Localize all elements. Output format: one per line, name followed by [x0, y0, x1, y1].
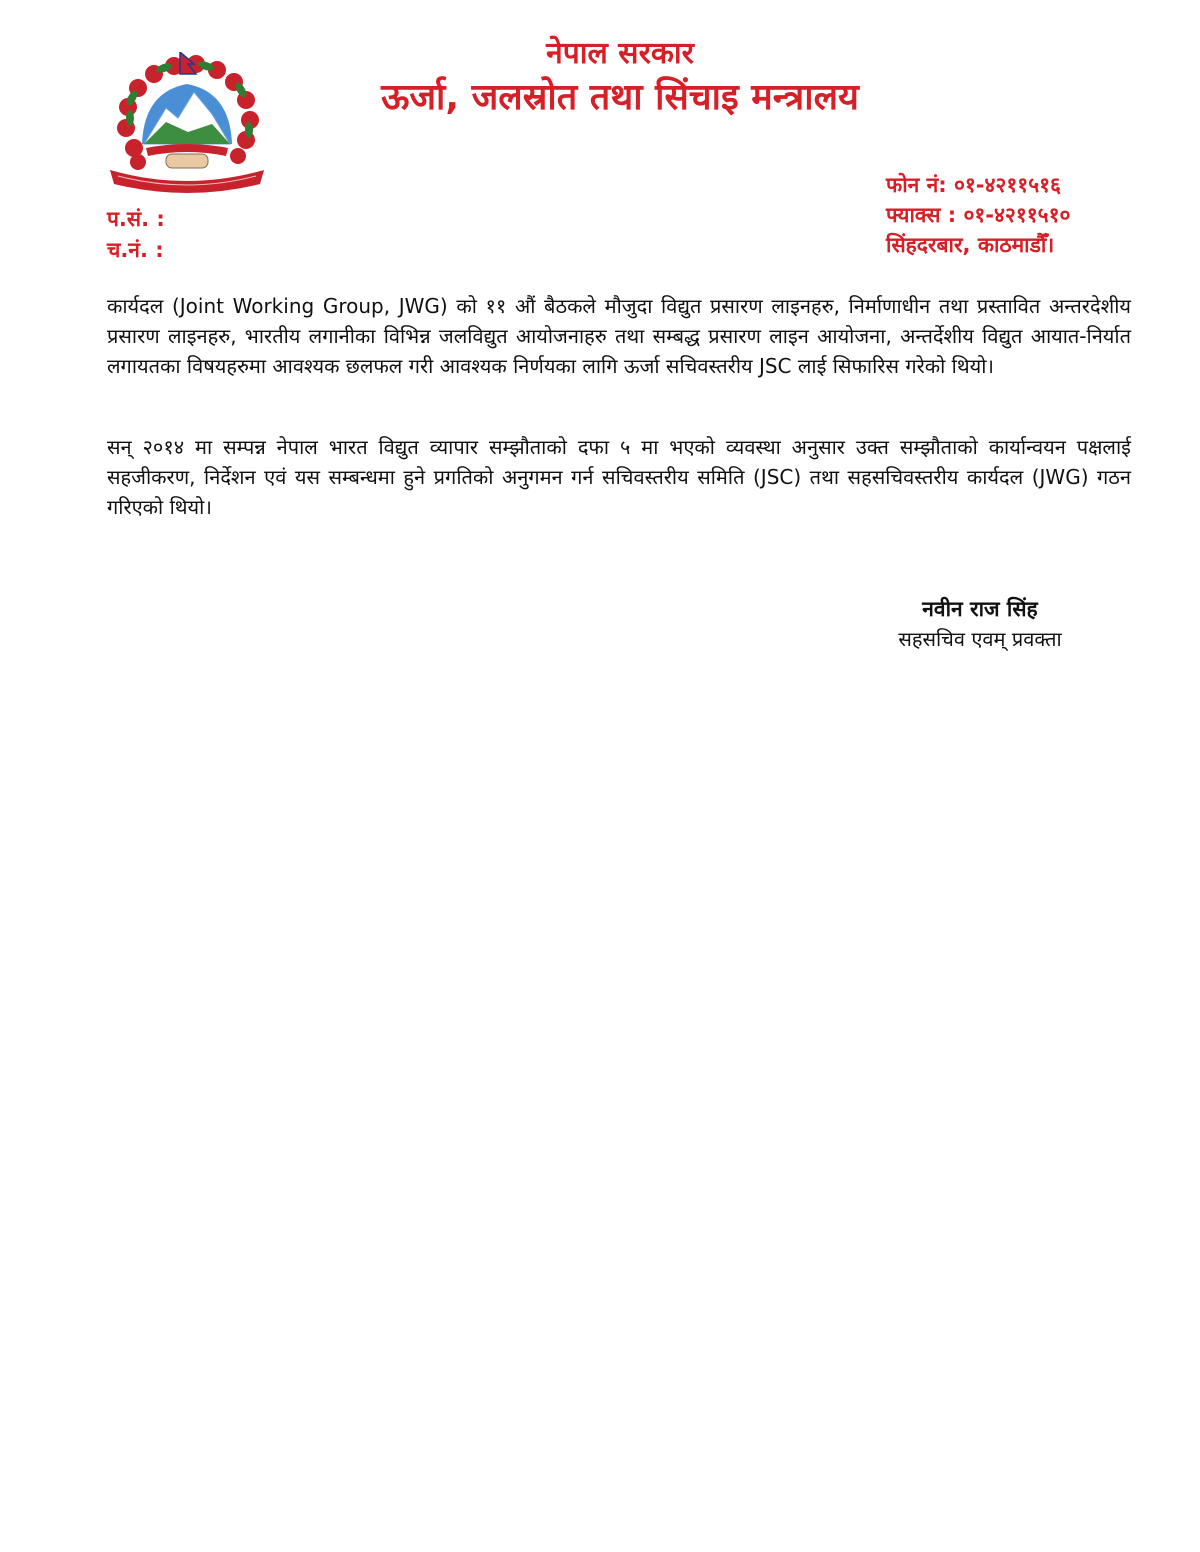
signatory-title: सहसचिव एवम् प्रवक्ता — [898, 627, 1062, 651]
office-address: सिंहदरबार, काठमाडौँ। — [886, 233, 1055, 257]
signatory-name: नवीन राज सिंह — [922, 597, 1038, 621]
body-paragraph-2: सन् २०१४ मा सम्पन्न नेपाल भारत विद्युत व्यापार सम्झौताको दफा ५ मा भएको व्यवस्था अनुसार उक्त सम्झौताको कार्यान्वयन पक्षलाई सहजीकरण, निर्देशन एवं यस सम्बन्धमा हुने प्रगतिको अनुगमन गर्न सचिवस्तरीय समिति (JSC) तथा सहसचिवस्तरीय कार्यदल (JWG) गठन गरिएको थियो। — [107, 435, 1131, 519]
letter-serial-number: प.सं. : — [107, 207, 165, 231]
ministry-title: ऊर्जा, जलस्रोत तथा सिंचाइ मन्त्रालय — [381, 77, 859, 118]
nepal-coat-of-arms-icon — [104, 52, 270, 200]
phone-number: फोन नं: ०१-४२११५१६ — [886, 173, 1061, 197]
signature-block — [860, 594, 1100, 654]
body-paragraph-1: कार्यदल (Joint Working Group, JWG) को ११ औं बैठकले मौजुदा विद्युत प्रसारण लाइनहरु, निर्माणाधीन तथा प्रस्तावित अन्तरदेशीय प्रसारण लाइनहरु, भारतीय लगानीका विभिन्न जलविद्युत आयोजनाहरु तथा सम्बद्ध प्रसारण लाइन आयोजना, अन्तर्देशीय विद्युत आयात-निर्यात लगायतका विषयहरुमा आवश्यक छलफल गरी आवश्यक निर्णयका लागि ऊर्जा सचिवस्तरीय JSC लाई सिफारिस गरेको थियो। — [107, 294, 1131, 378]
reference-block — [107, 204, 165, 266]
contact-block — [886, 170, 1146, 260]
fax-number: फ्याक्स : ०१-४२११५१० — [886, 203, 1071, 227]
dispatch-number: च.नं. : — [107, 238, 164, 262]
government-title: नेपाल सरकार — [546, 36, 694, 71]
